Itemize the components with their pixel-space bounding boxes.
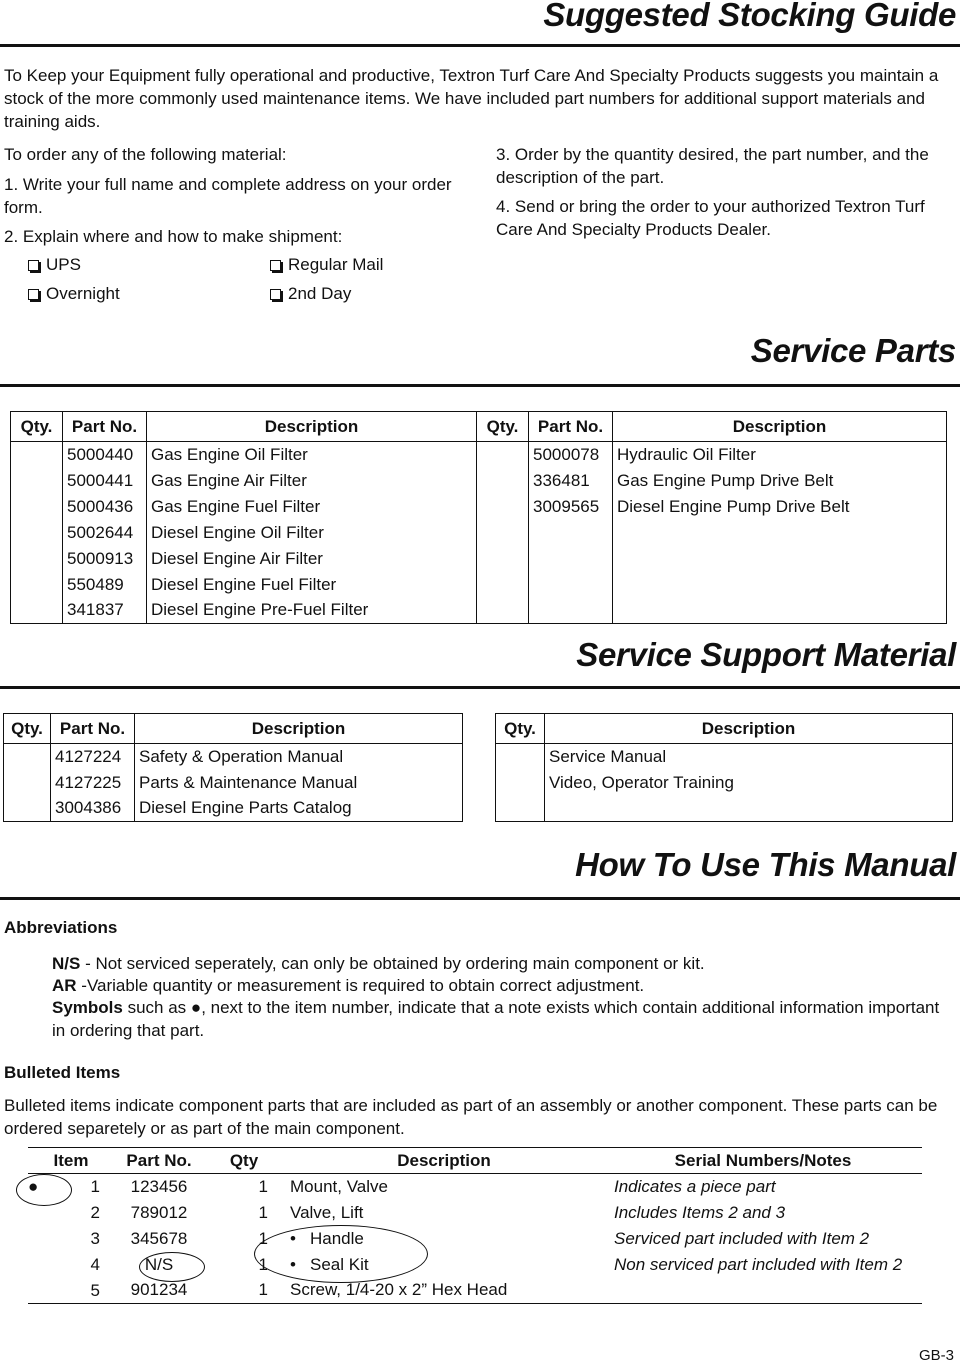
qty-cell [4,744,51,770]
abbreviations-heading: Abbreviations [4,918,118,937]
part-number-cell: 3004386 [51,796,135,822]
part-number-cell: 3009565 [529,494,613,520]
shipping-label: Overnight [46,284,120,303]
ns-callout-circle [139,1252,205,1282]
service-parts-table [10,411,947,624]
section-rule [0,686,960,689]
table-header-row [28,1148,922,1174]
part-number-cell: 4127225 [51,770,135,796]
symbol-callout-circle [16,1174,72,1206]
stocking-intro: To Keep your Equipment fully operational and productive, Textron Turf Care And Specialty Products suggests you maintain a stock of the more commonly used maintenance items. We have included part numbers for additional support materials and training aids. [4,66,939,131]
qty-cell: 1 [258,1228,268,1248]
table-row [28,1200,922,1226]
description-cell: Diesel Engine Fuel Filter [147,572,477,598]
table-row [496,796,953,822]
note-cell: Includes Items 2 and 3 [614,1202,786,1222]
qty-cell [11,494,63,520]
table-row [11,442,947,468]
part-number-cell [529,572,613,598]
part-number-cell: 5000078 [529,442,613,468]
shipping-option-overnight[interactable] [28,284,120,304]
order-step-3: 3. Order by the quantity desired, the part number, and the description of the part. [496,145,929,187]
column-header: Serial Numbers/Notes [604,1148,922,1174]
table-row [11,468,947,494]
table-row [28,1174,922,1200]
checkbox-icon[interactable] [270,260,281,271]
section-rule [0,897,960,900]
note-cell: Indicates a piece part [614,1176,776,1196]
column-header: Part No. [529,412,613,442]
description-cell: Gas Engine Fuel Filter [147,494,477,520]
bullet-icon: • [290,1228,296,1248]
qty-cell [11,468,63,494]
table-row [28,1226,922,1252]
qty-cell [496,744,545,770]
qty-cell: 1 [258,1254,268,1274]
part-number-cell [529,598,613,624]
qty-cell [11,598,63,624]
item-cell [28,1252,114,1278]
part-number-cell: 789012 [130,1202,188,1222]
part-number-cell: 5002644 [63,520,147,546]
checkbox-icon[interactable] [28,260,39,271]
column-header: Part No. [51,714,135,744]
description-cell [613,520,947,546]
description-cell: Hydraulic Oil Filter [613,442,947,468]
service-parts-title: Service Parts [750,332,956,369]
item-cell [28,1278,114,1304]
description-text: Valve, Lift [290,1202,364,1222]
table-header-row [4,714,463,744]
abbr-symbols [52,996,952,1042]
page-number: GB-3 [918,1347,954,1364]
description-text: Seal Kit [310,1254,369,1274]
bullet-icon: • [290,1254,296,1274]
description-text: Handle [310,1228,364,1248]
description-text: Screw, 1/4-20 x 2” Hex Head [290,1280,508,1300]
qty-cell [4,770,51,796]
column-header: Part No. [114,1148,204,1174]
qty-cell: 1 [258,1176,268,1196]
table-header-row [496,714,953,744]
item-cell [28,1226,114,1252]
order-step-4: 4. Send or bring the order to your authorized Textron Turf Care And Specialty Products Dealer. [496,197,925,239]
description-cell: Safety & Operation Manual [135,744,463,770]
column-header: Description [284,1148,604,1174]
part-number-cell: 5000436 [63,494,147,520]
qty-cell [11,442,63,468]
part-number-cell: 5000913 [63,546,147,572]
description-cell [545,796,953,822]
order-step-2: 2. Explain where and how to make shipment: [4,227,343,246]
table-row [496,770,953,796]
note-cell [604,1278,922,1304]
shipping-option-2nd-day[interactable] [270,284,351,304]
part-number-cell: 550489 [63,572,147,598]
column-header: Description [613,412,947,442]
qty-cell [4,796,51,822]
description-cell [284,1174,604,1200]
description-cell [613,546,947,572]
order-step-1: 1. Write your full name and complete address on your order form. [4,175,452,217]
qty-cell [477,494,529,520]
description-cell: Diesel Engine Pump Drive Belt [613,494,947,520]
item-number: 1 [90,1177,100,1196]
bullet-callout-circle [254,1225,428,1283]
abbr-text: , next to the item number, indicate that a note exists which contain additional information important in ordering that part. [52,998,940,1040]
column-header: Qty. [496,714,545,744]
table-row [11,520,947,546]
table-row [11,572,947,598]
qty-cell [496,796,545,822]
stocking-guide-title: Suggested Stocking Guide [543,0,956,33]
description-cell [613,572,947,598]
table-row [4,744,463,770]
abbr-ar [52,974,952,997]
abbr-text: such as [122,998,191,1017]
column-header: Qty. [11,412,63,442]
description-cell: Gas Engine Oil Filter [147,442,477,468]
part-number-cell: 4127224 [51,744,135,770]
description-cell: Diesel Engine Oil Filter [147,520,477,546]
checkbox-icon[interactable] [270,289,281,300]
abbr-key: AR [52,976,77,995]
support-material-table-left [3,713,463,822]
order-lead: To order any of the following material: [4,145,287,164]
qty-cell [496,770,545,796]
qty-cell [11,572,63,598]
part-number-cell: 345678 [130,1228,188,1248]
part-number-cell: 5000441 [63,468,147,494]
table-row [11,494,947,520]
filled-dot-icon: ● [190,998,202,1017]
description-cell: Video, Operator Training [545,770,953,796]
bulleted-items-text: Bulleted items indicate component parts that are included as part of an assembly or another component. These parts can be ordered separetely or as part of the main component. [4,1096,938,1138]
column-header: Item [28,1148,114,1174]
section-rule [0,384,960,387]
description-cell: Diesel Engine Air Filter [147,546,477,572]
item-number: 3 [90,1228,100,1248]
description-cell [284,1200,604,1226]
item-number: 5 [90,1280,100,1300]
how-to-title: How To Use This Manual [575,846,956,883]
part-number-cell [529,546,613,572]
description-text: Mount, Valve [290,1176,388,1196]
qty-cell [11,546,63,572]
description-cell: Service Manual [545,744,953,770]
table-row [11,546,947,572]
description-cell: Gas Engine Pump Drive Belt [613,468,947,494]
qty-cell [477,468,529,494]
title-rule [0,44,960,47]
item-number: 2 [90,1202,100,1222]
filled-dot-icon: ● [28,1177,39,1196]
column-header: Description [135,714,463,744]
qty-cell [477,598,529,624]
table-row [4,796,463,822]
part-number-cell: 123456 [130,1176,188,1196]
column-header: Description [147,412,477,442]
part-number-cell: 901234 [114,1278,204,1304]
qty-cell [477,442,529,468]
abbr-text: -Variable quantity or measurement is required to obtain correct adjustment. [76,976,645,995]
description-cell [613,598,947,624]
column-header: Part No. [63,412,147,442]
qty-cell [477,546,529,572]
shipping-label: UPS [46,255,81,274]
part-number-cell [529,520,613,546]
description-cell: Parts & Maintenance Manual [135,770,463,796]
note-cell: Serviced part included with Item 2 [614,1228,870,1248]
abbr-key: N/S [52,954,81,973]
qty-cell: 1 [204,1278,284,1304]
part-number-cell: N/S [144,1254,174,1274]
note-cell: Non serviced part included with Item 2 [614,1254,903,1274]
shipping-option-ups[interactable] [28,255,81,275]
table-row [496,744,953,770]
qty-cell [477,520,529,546]
shipping-option-regular-mail[interactable] [270,255,383,275]
table-row [4,770,463,796]
column-header: Description [545,714,953,744]
table-header-row [11,412,947,442]
abbr-key: Symbols [52,998,123,1017]
checkbox-icon[interactable] [28,289,39,300]
description-cell: Gas Engine Air Filter [147,468,477,494]
shipping-label: 2nd Day [288,284,352,303]
column-header: Qty [204,1148,284,1174]
qty-cell [11,520,63,546]
qty-cell: 1 [258,1202,268,1222]
description-cell: Diesel Engine Pre-Fuel Filter [147,598,477,624]
column-header: Qty. [4,714,51,744]
abbr-ns [52,952,952,975]
part-number-cell: 336481 [529,468,613,494]
table-row [11,598,947,624]
support-material-title: Service Support Material [576,636,956,673]
description-cell: Diesel Engine Parts Catalog [135,796,463,822]
shipping-label: Regular Mail [288,255,384,274]
part-number-cell: 341837 [63,598,147,624]
part-number-cell: 5000440 [63,442,147,468]
item-number: 4 [90,1254,100,1274]
qty-cell [477,572,529,598]
column-header: Qty. [477,412,529,442]
bulleted-items-heading: Bulleted Items [4,1063,121,1082]
abbr-text: - Not serviced seperately, can only be obtained by ordering main component or kit. [80,954,705,973]
support-material-table-right [495,713,953,822]
